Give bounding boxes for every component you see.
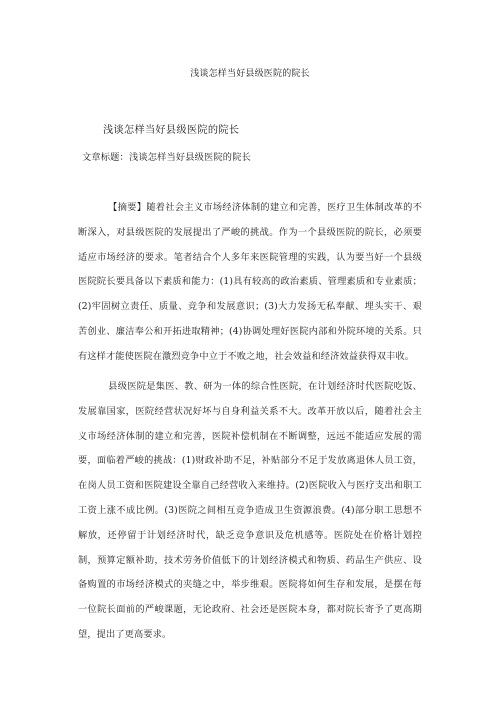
abstract-tag: 【摘要】 xyxy=(108,202,147,213)
body-paragraph xyxy=(78,375,422,648)
abstract-paragraph xyxy=(78,196,422,370)
meta-value: 浅谈怎样当好县级医院的院长 xyxy=(128,152,251,163)
page-header: 浅谈怎样当好县级医院的院长 xyxy=(190,69,310,79)
abstract-text: 随着社会主义市场经济体制的建立和完善，医疗卫生体制改革的不断深入，对县级医院的发展提出了严峻的挑战。作为一个县级医院的院长，必须要适应市场经济的要求。笔者结合个人多年来医院管理的实践，认为要当好一个县级医院院长要具备以下素质和能力：(1)具有较高的政治素质、管理素质和专业素质；(2)牢固树立责任、质量、竞争和发展意识；(3)大力发扬无私奉献、埋头实干、艰苦创业、廉洁奉公和开拓进取精神；(4)协调处理好医院内部和外院环境的关系。只有这样才能使医院在激烈竞争中立于不败之地，社会效益和经济效益获得双丰收。 xyxy=(78,202,422,362)
article-title-meta xyxy=(82,149,251,163)
meta-label: 文章标题： xyxy=(82,152,129,163)
document-title: 浅谈怎样当好县级医院的院长 xyxy=(103,125,240,136)
paragraph-text: 县级医院是集医、教、研为一体的综合性医院，在计划经济时代医院吃饭、发展靠国家，医院经营状况好坏与自身利益关系不大。改革开放以后，随着社会主义市场经济体制的建立和完善，医院补偿机制在不断调整，远远不能适应发展的需要，面临着严峻的挑战：(1)财政补助不足，补贴部分不足于发放离退休人员工资，在岗人员工资和医院建设全靠自己经营收入来维持。(2)医院收入与医疗支出和职工工资上涨不成比例。(3)医院之间相互竞争造成卫生资源浪费。(4)部分职工思想不解放，还停留于计划经济时代，缺乏竞争意识及危机感等。医院处在价格计划控制，预算定额补助，技术劳务价值低下的计划经济模式和物质、药品生产供应、设备购置的市场经济模式的夹缝之中，举步维艰。医院将如何生存和发展，是摆在每一位院长面前的严峻课题，无论政府、社会还是医院本身，都对院长寄予了更高期望，提出了更高要求。 xyxy=(78,381,422,640)
